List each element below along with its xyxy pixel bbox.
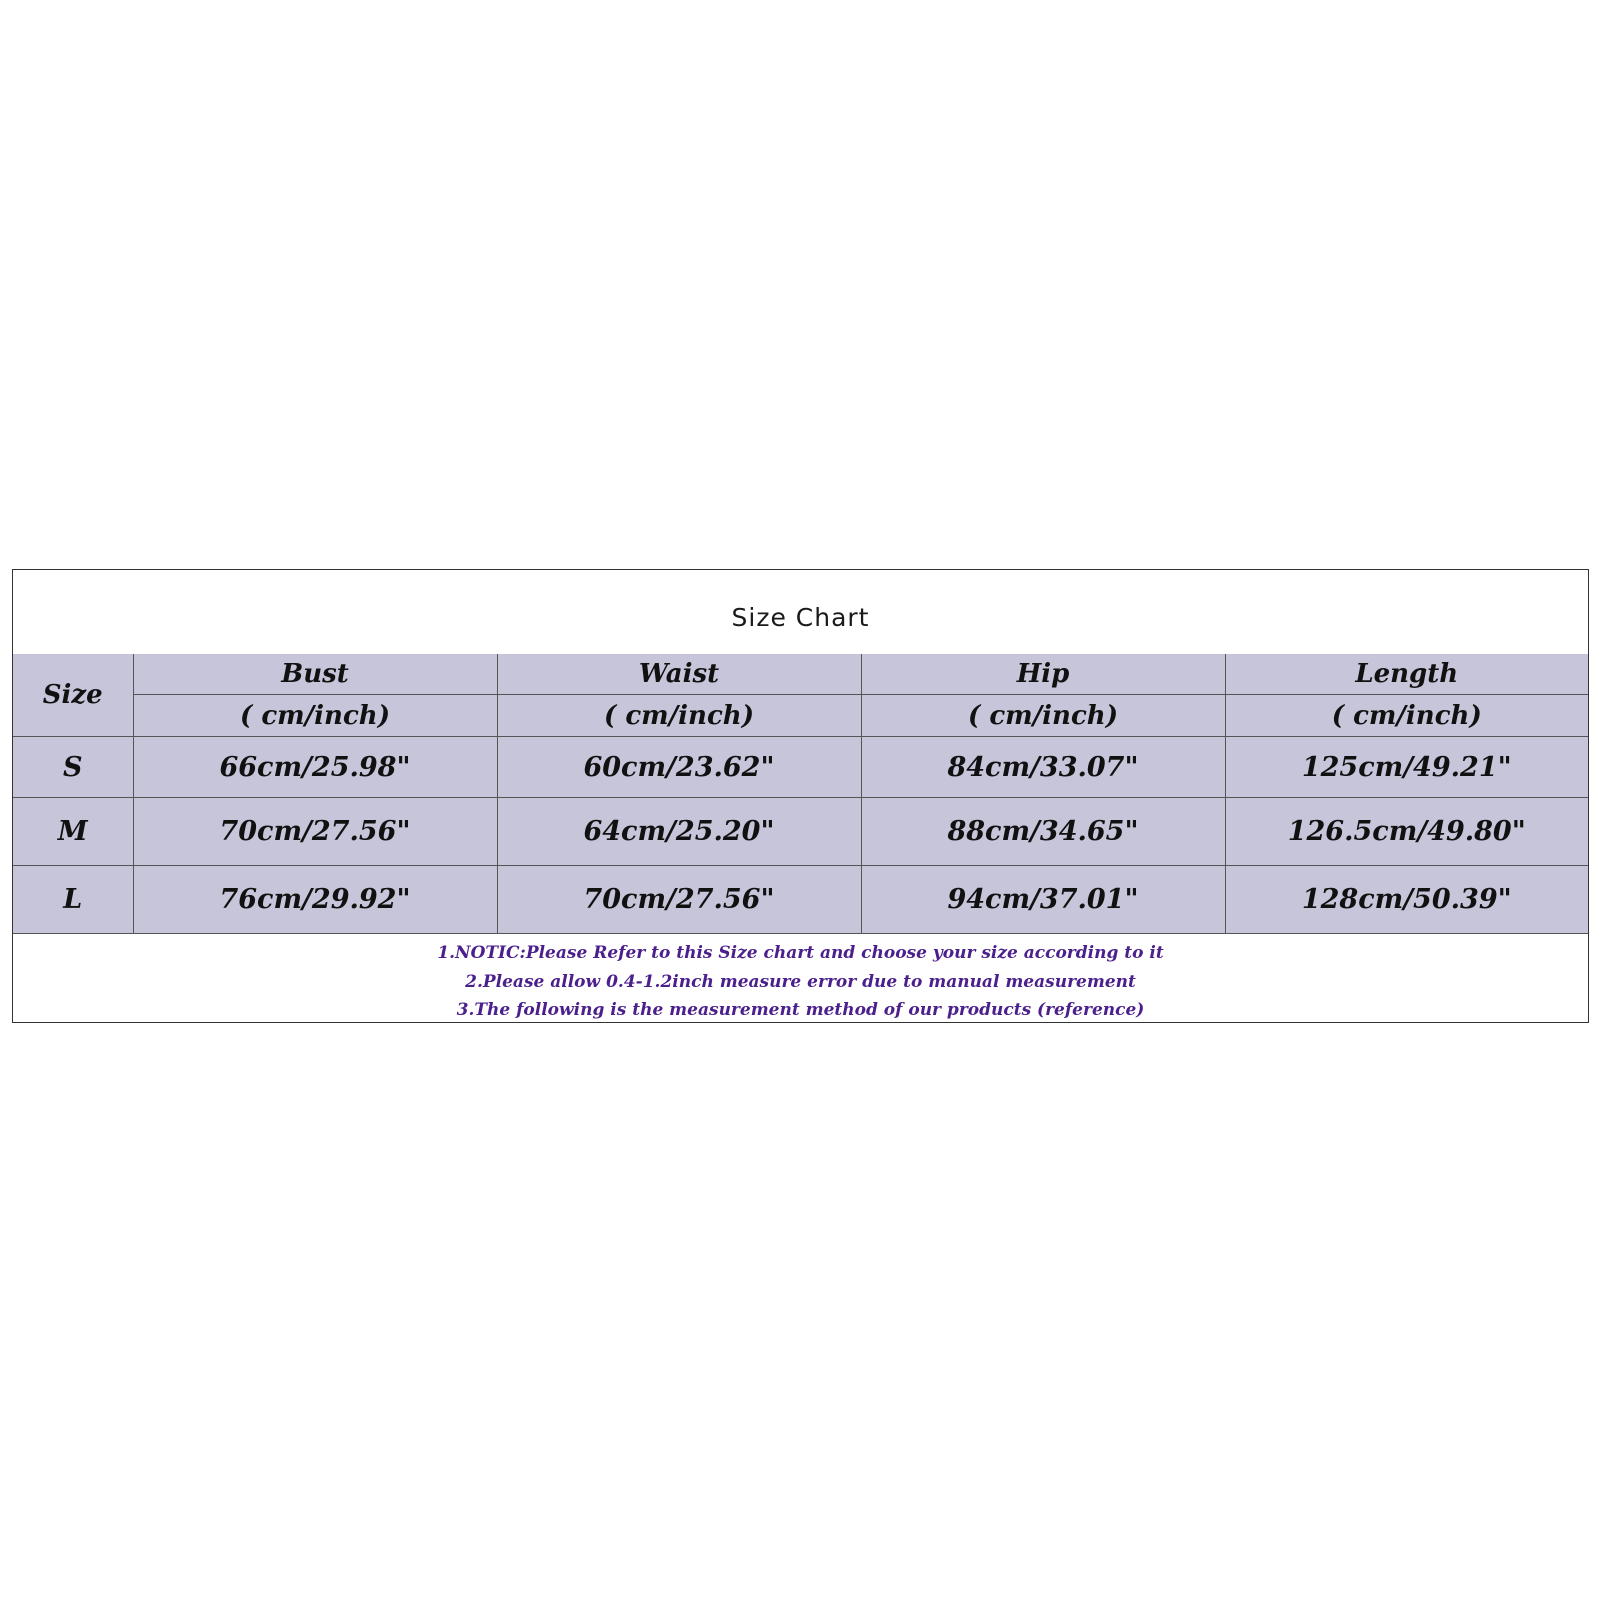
bust-cell: 70cm/27.56"	[133, 798, 497, 866]
header-waist: Waist	[497, 654, 861, 695]
chart-title: Size Chart	[731, 603, 870, 632]
unit-row	[13, 695, 1588, 737]
size-header: Size	[13, 654, 133, 737]
size-cell: L	[13, 866, 133, 934]
unit-label: ( cm/inch)	[861, 695, 1225, 737]
waist-cell: 60cm/23.62"	[497, 737, 861, 798]
note-line: 3.The following is the measurement method of our products (reference)	[456, 1000, 1145, 1020]
table-row	[13, 866, 1588, 934]
length-cell: 125cm/49.21"	[1225, 737, 1588, 798]
notes	[13, 936, 1588, 1025]
unit-label: ( cm/inch)	[1225, 695, 1588, 737]
table-row	[13, 737, 1588, 798]
size-table	[13, 654, 1588, 934]
size-cell: M	[13, 798, 133, 866]
size-cell: S	[13, 737, 133, 798]
header-bust: Bust	[133, 654, 497, 695]
unit-label: ( cm/inch)	[497, 695, 861, 737]
header-length: Length	[1225, 654, 1588, 695]
waist-cell: 70cm/27.56"	[497, 866, 861, 934]
bust-cell: 76cm/29.92"	[133, 866, 497, 934]
size-chart	[12, 569, 1589, 1023]
unit-label: ( cm/inch)	[133, 695, 497, 737]
bust-cell: 66cm/25.98"	[133, 737, 497, 798]
header-hip: Hip	[861, 654, 1225, 695]
length-cell: 128cm/50.39"	[1225, 866, 1588, 934]
hip-cell: 94cm/37.01"	[861, 866, 1225, 934]
waist-cell: 64cm/25.20"	[497, 798, 861, 866]
hip-cell: 88cm/34.65"	[861, 798, 1225, 866]
note-line: 2.Please allow 0.4-1.2inch measure error due to manual measurement	[465, 971, 1136, 992]
header-row	[13, 654, 1588, 695]
note-line: 1.NOTIC:Please Refer to this Size chart and choose your size according to it	[437, 943, 1164, 963]
table-row	[13, 798, 1588, 866]
length-cell: 126.5cm/49.80"	[1225, 798, 1588, 866]
hip-cell: 84cm/33.07"	[861, 737, 1225, 798]
